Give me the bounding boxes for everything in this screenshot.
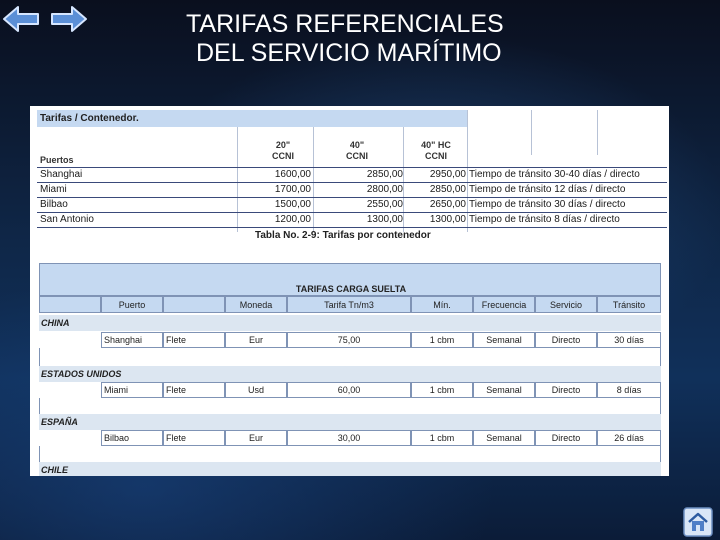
cell-type: Flete [163,332,225,348]
col-40hc-sub: CCNI [425,151,447,161]
cell-frequency: Semanal [473,382,535,398]
title-line-1: TARIFAS REFERENCIALES [186,10,504,38]
header-blank [39,296,101,313]
grid-line [597,110,598,155]
cell-40: 1300,00 [366,214,403,225]
spreadsheet-image [30,106,669,476]
cell-min: 1 cbm [411,430,473,446]
table-row [37,182,667,197]
cell-service: Directo [535,332,597,348]
cell-frequency: Semanal [473,430,535,446]
cell-currency: Usd [225,382,287,398]
col-40-label: 40" [349,140,365,150]
cell-currency: Eur [225,332,287,348]
col-40hc-label: 40" HC [421,140,451,150]
cell-20: 1700,00 [274,184,311,195]
cell-service: Directo [535,430,597,446]
cell-service: Directo [535,382,597,398]
container-table-heading: Tarifas / Contenedor. [37,110,467,127]
cell-40hc: 2850,00 [429,184,466,195]
banner-label: TARIFAS CARGA SUELTA [295,284,407,294]
home-button[interactable] [683,507,713,537]
home-icon [683,507,713,537]
cell-frequency: Semanal [473,332,535,348]
region-label: ESTADOS UNIDOS [39,366,661,382]
cell-40hc: 2650,00 [429,199,466,210]
loose-cargo-banner [39,263,661,296]
arrow-left-icon [2,4,40,34]
header-servicio: Servicio [535,296,597,313]
cell-note: Tiempo de tránsito 8 días / directo [469,214,620,225]
cell-port: Shanghai [40,169,83,180]
row-gap [39,348,661,366]
cell-40: 2800,00 [366,184,403,195]
col-40-sub: CCNI [346,151,368,161]
cell-note: Tiempo de tránsito 12 días / directo [469,184,626,195]
col-header-20 [263,140,303,162]
region-label: CHINA [39,315,661,331]
grid-line [531,110,532,155]
slide-title [150,10,570,68]
cell-transit: 8 días [597,382,661,398]
header-blank [163,296,225,313]
cell-40: 2550,00 [366,199,403,210]
cell-note: Tiempo de tránsito 30-40 días / directo [469,169,640,180]
col-header-puertos: Puertos [40,155,74,165]
table-row [37,167,667,182]
header-puerto: Puerto [101,296,163,313]
cell-rate: 30,00 [287,430,411,446]
cell-type: Flete [163,430,225,446]
table-row [37,197,667,212]
table-row [37,212,667,228]
forward-button[interactable] [50,4,88,34]
cell-20: 1500,00 [274,199,311,210]
cell-40hc: 2950,00 [429,169,466,180]
cell-port: Bilbao [40,199,68,210]
header-min: Mín. [411,296,473,313]
arrow-right-icon [50,4,88,34]
title-line-2: DEL SERVICIO MARÍTIMO [196,39,502,67]
header-transito: Tránsito [597,296,661,313]
header-moneda: Moneda [225,296,287,313]
cell-40: 2850,00 [366,169,403,180]
cell-transit: 26 días [597,430,661,446]
cell-20: 1200,00 [274,214,311,225]
cell-rate: 75,00 [287,332,411,348]
header-frecuencia: Frecuencia [473,296,535,313]
cell-port: San Antonio [40,214,94,225]
col-header-40hc [413,140,459,162]
cell-rate: 60,00 [287,382,411,398]
cell-note: Tiempo de tránsito 30 días / directo [469,199,626,210]
col-20-label: 20" [275,140,291,150]
cell-20: 1600,00 [274,169,311,180]
col-header-40 [337,140,377,162]
cell-min: 1 cbm [411,382,473,398]
cell-currency: Eur [225,430,287,446]
cell-40hc: 1300,00 [429,214,466,225]
header-tarifa: Tarifa Tn/m3 [287,296,411,313]
cell-min: 1 cbm [411,332,473,348]
table-caption: Tabla No. 2-9: Tarifas por contenedor [255,230,431,241]
region-label: CHILE [39,462,661,476]
cell-port: Miami [40,184,67,195]
region-label: ESPAÑA [39,414,661,430]
cell-port: Bilbao [101,430,163,446]
cell-transit: 30 días [597,332,661,348]
cell-type: Flete [163,382,225,398]
cell-port: Miami [101,382,163,398]
col-20-sub: CCNI [272,151,294,161]
cell-port: Shanghai [101,332,163,348]
back-button[interactable] [2,4,40,34]
